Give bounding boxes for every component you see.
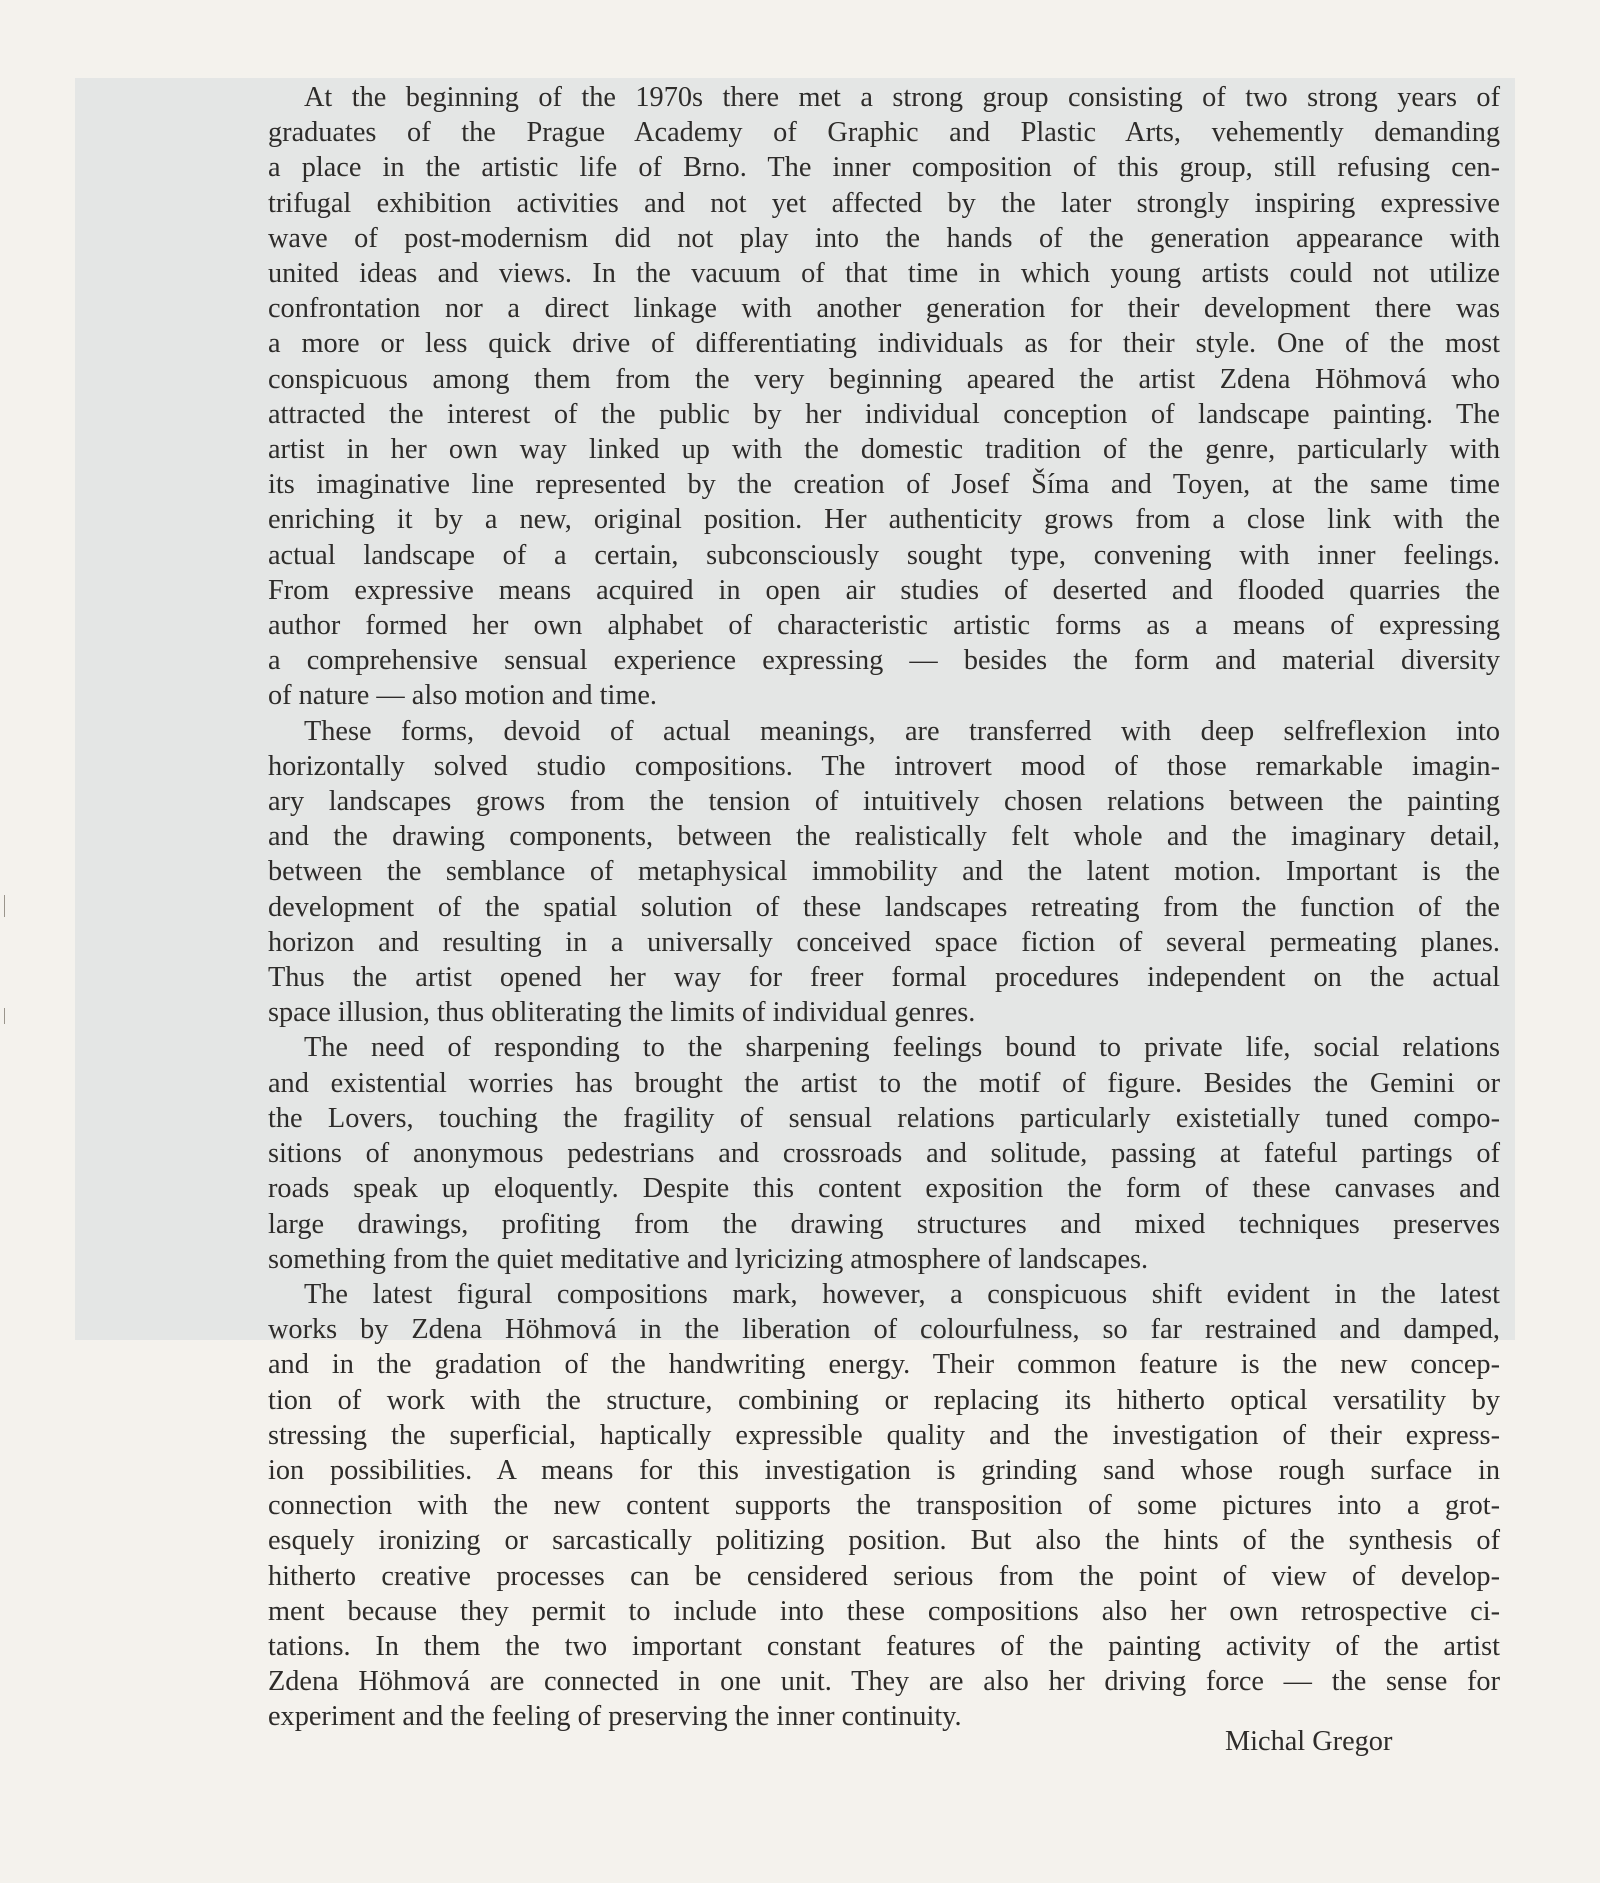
text-line: roads speak up eloquently. Despite this content exposition the form of these canvases and	[268, 1173, 1500, 1205]
text-line: author formed her own alphabet of characteristic artistic forms as a means of expressing	[268, 610, 1500, 642]
paragraph	[268, 1277, 1500, 1735]
text-line: tion of work with the structure, combining or replacing its hitherto optical versatility by	[268, 1384, 1500, 1416]
text-line: a comprehensive sensual experience expressing — besides the form and material diversity	[268, 645, 1500, 677]
text-line: space illusion, thus obliterating the limits of individual genres.	[268, 997, 976, 1029]
text-line: a place in the artistic life of Brno. The inner composition of this group, still refusing cen-	[268, 152, 1500, 184]
scan-margin-mark	[4, 895, 5, 917]
author-signature: Michal Gregor	[1225, 1726, 1393, 1757]
text-line: Thus the artist opened her way for freer formal procedures independent on the actual	[268, 962, 1500, 994]
article-body	[268, 80, 1500, 1735]
text-line: The need of responding to the sharpening feelings bound to private life, social relations	[304, 1032, 1500, 1064]
text-line: hitherto creative processes can be censidered serious from the point of view of develop-	[268, 1560, 1500, 1592]
scan-margin-mark	[4, 1008, 5, 1024]
text-line: horizontally solved studio compositions. The introvert mood of those remarkable imagin-	[268, 750, 1500, 782]
paragraph	[268, 714, 1500, 1031]
text-line: enriching it by a new, original position. Her authenticity grows from a close link with the	[268, 504, 1500, 536]
text-line: wave of post-modernism did not play into the hands of the generation appearance with	[268, 222, 1500, 254]
text-line: ary landscapes grows from the tension of intuitively chosen relations between the painting	[268, 786, 1500, 818]
text-line: actual landscape of a certain, subconsciously sought type, convening with inner feelings.	[268, 539, 1500, 571]
text-line: From expressive means acquired in open air studies of deserted and flooded quarries the	[268, 574, 1500, 606]
text-line: ion possibilities. A means for this investigation is grinding sand whose rough surface in	[268, 1454, 1500, 1486]
text-line: and in the gradation of the handwriting energy. Their common feature is the new concep-	[268, 1349, 1500, 1381]
text-line: its imaginative line represented by the creation of Josef Šíma and Toyen, at the same time	[268, 469, 1500, 501]
paragraph	[268, 80, 1500, 714]
text-line: development of the spatial solution of these landscapes retreating from the function of the	[268, 891, 1500, 923]
text-line: Zdena Höhmová are connected in one unit. They are also her driving force — the sense for	[268, 1666, 1500, 1698]
text-line: graduates of the Prague Academy of Graphic and Plastic Arts, vehemently demanding	[268, 117, 1500, 149]
text-line: between the semblance of metaphysical immobility and the latent motion. Important is the	[268, 856, 1500, 888]
text-line: united ideas and views. In the vacuum of that time in which young artists could not utilize	[268, 258, 1500, 290]
text-line: artist in her own way linked up with the domestic tradition of the genre, particularly with	[268, 434, 1500, 466]
text-line: connection with the new content supports the transposition of some pictures into a grot-	[268, 1490, 1500, 1522]
text-line: something from the quiet meditative and lyricizing atmosphere of landscapes.	[268, 1243, 1149, 1275]
text-line: At the beginning of the 1970s there met a strong group consisting of two strong years of	[304, 82, 1500, 113]
text-line: a more or less quick drive of differentiating individuals as for their style. One of the most	[268, 328, 1500, 360]
text-line: trifugal exhibition activities and not yet affected by the later strongly inspiring expressive	[268, 187, 1500, 219]
text-line: attracted the interest of the public by her individual conception of landscape painting. The	[268, 398, 1500, 430]
text-line: and the drawing components, between the realistically felt whole and the imaginary detail,	[268, 821, 1500, 853]
text-line: of nature — also motion and time.	[268, 680, 657, 712]
text-line: and existential worries has brought the artist to the motif of figure. Besides the Gemini or	[268, 1067, 1500, 1099]
text-line: esquely ironizing or sarcastically politizing position. But also the hints of the synthesis of	[268, 1525, 1500, 1557]
text-line: horizon and resulting in a universally conceived space fiction of several permeating planes.	[268, 926, 1500, 958]
text-line: the Lovers, touching the fragility of sensual relations particularly existetially tuned compo-	[268, 1102, 1500, 1134]
text-line: sitions of anonymous pedestrians and crossroads and solitude, passing at fateful partings of	[268, 1138, 1500, 1170]
text-line: ment because they permit to include into these compositions also her own retrospective ci-	[268, 1595, 1500, 1627]
text-line: tations. In them the two important constant features of the painting activity of the artist	[268, 1630, 1500, 1662]
text-line: experiment and the feeling of preserving the inner continuity.	[268, 1701, 962, 1733]
text-line: stressing the superficial, haptically expressible quality and the investigation of their express-	[268, 1419, 1500, 1451]
paragraph	[268, 1030, 1500, 1276]
text-line: These forms, devoid of actual meanings, are transferred with deep selfreflexion into	[304, 715, 1500, 747]
text-line: conspicuous among them from the very beginning apeared the artist Zdena Höhmová who	[268, 363, 1500, 395]
text-line: works by Zdena Höhmová in the liberation of colourfulness, so far restrained and damped,	[268, 1314, 1500, 1346]
text-line: confrontation nor a direct linkage with another generation for their development there was	[268, 293, 1500, 325]
text-line: large drawings, profiting from the drawing structures and mixed techniques preserves	[268, 1208, 1500, 1240]
text-line: The latest figural compositions mark, however, a conspicuous shift evident in the latest	[304, 1278, 1500, 1310]
